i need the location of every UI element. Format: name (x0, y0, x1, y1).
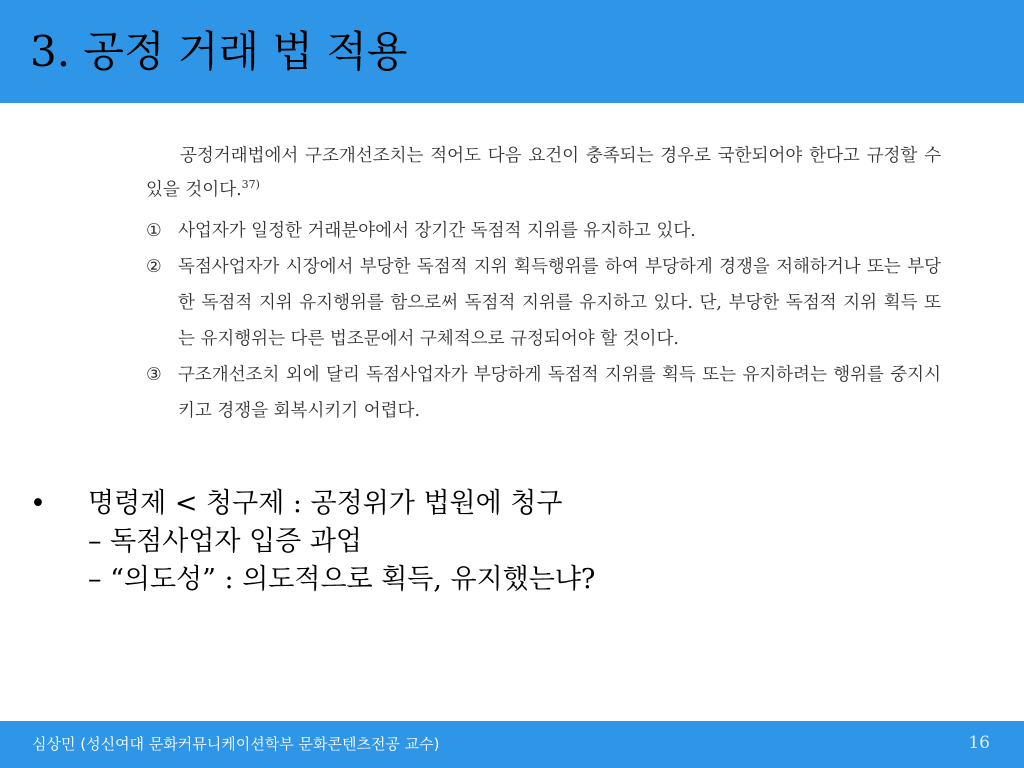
slide-footer-bar (0, 721, 1024, 768)
requirement-text: 구조개선조치 외에 달리 독점사업자가 부당하게 독점적 지위를 획득 또는 유지하려는 행위를 중지시키고 경쟁을 회복시키기 어렵다. (178, 365, 941, 421)
requirement-text: 독점사업자가 시장에서 부당한 독점적 지위 획득행위를 하여 부당하게 경쟁을 저해하거나 또는 부당한 독점적 지위 유지행위를 함으로써 독점적 지위를 유지하고 있다. 단, 부당한 독점적 지위 획득 또는 유지행위는 다른 법조문에서 구체적으로 규정되어야 할 것이다. (178, 257, 941, 349)
requirement-text: 사업자가 일정한 거래분야에서 장기간 독점적 지위를 유지하고 있다. (178, 221, 696, 241)
requirement-number: ① (146, 221, 162, 241)
requirement-item (146, 357, 941, 429)
requirement-number: ② (146, 257, 162, 277)
slide-header-bar (0, 0, 1024, 103)
footer-author: 심상민 (성신여대 문화커뮤니케이션학부 문화콘텐츠전공 교수) (32, 735, 440, 753)
bullet-section (30, 485, 990, 599)
requirement-item (146, 213, 941, 249)
excerpt-paragraph-text: 공정거래법에서 구조개선조치는 적어도 다음 요건이 충족되는 경우로 국한되어야 한다고 규정할 수 있을 것이다. (146, 146, 941, 200)
requirement-number: ③ (146, 365, 162, 385)
quoted-excerpt (146, 139, 941, 429)
bullet-marker: • (30, 488, 46, 519)
excerpt-paragraph (146, 139, 941, 207)
slide-title: 3. 공정 거래 법 적용 (30, 27, 408, 76)
bullet-sub-item: – 독점사업자 입증 과업 (88, 526, 362, 557)
bullet-item (30, 485, 990, 523)
requirement-list (146, 213, 941, 429)
page-number: 16 (968, 733, 990, 753)
requirement-item (146, 249, 941, 357)
bullet-main-text: 명령제 < 청구제 : 공정위가 법원에 청구 (88, 488, 563, 519)
bullet-sub-item: – “의도성” : 의도적으로 획득, 유지했는냐? (88, 564, 596, 595)
footnote-marker: 37) (241, 178, 260, 192)
